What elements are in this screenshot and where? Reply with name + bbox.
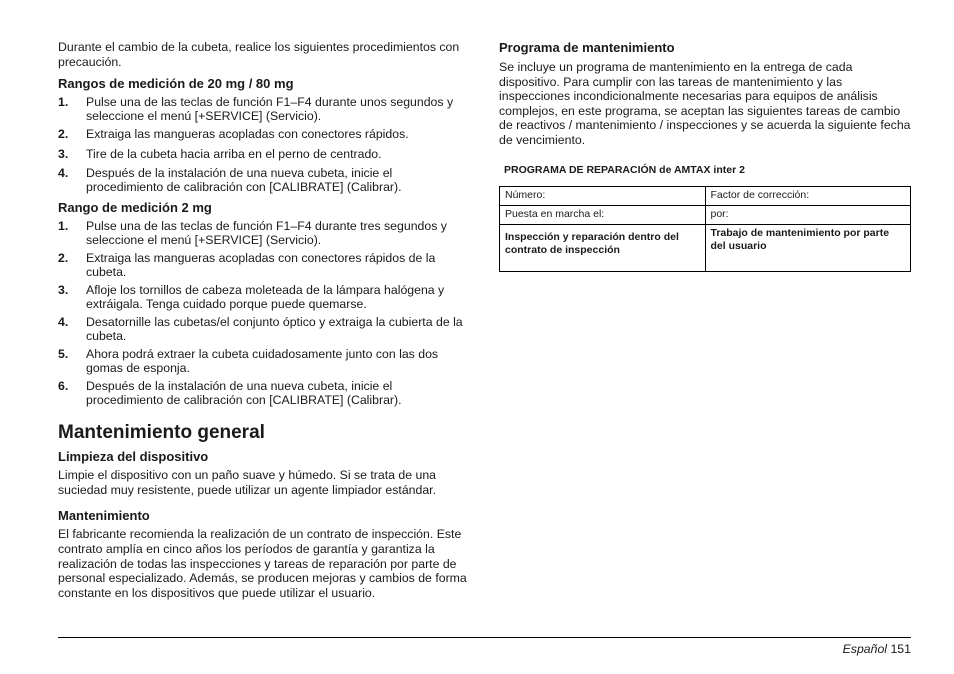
section-heading-range-20-80: Rangos de medición de 20 mg / 80 mg: [58, 76, 294, 92]
right-column: [499, 40, 911, 272]
list-item: 2. Extraiga las mangueras acopladas con conectores rápidos de la cubeta.: [58, 251, 436, 279]
table-row: [500, 186, 911, 205]
list-item: 6. Después de la instalación de una nueva cubeta, inicie el procedimiento de calibración con [CALIBRATE] (Calibrar).: [58, 379, 402, 407]
table-title: PROGRAMA DE REPARACIÓN de AMTAX inter 2: [504, 163, 745, 176]
list-item: 3. Afloje los tornillos de cabeza moleteada de la lámpara halógena y extráigala. Tenga cuidado porque puede quemarse.: [58, 283, 445, 311]
table-cell-by: por:: [705, 205, 911, 224]
footer-divider: [58, 637, 911, 638]
table-cell-commissioning: Puesta en marcha el:: [500, 205, 706, 224]
list-item: 2. Extraiga las mangueras acopladas con conectores rápidos.: [58, 127, 409, 142]
footer-language: Español: [842, 642, 888, 656]
list-item: 4. Desatornille las cubetas/el conjunto óptico y extraiga la cubierta de la cubeta.: [58, 315, 463, 343]
page-footer: [843, 642, 911, 656]
table-cell-number: Número:: [500, 186, 706, 205]
cleaning-paragraph: Limpie el dispositivo con un paño suave y húmedo. Si se trata de una suciedad muy resistente, puede utilizar un agente limpiador estándar.: [58, 468, 437, 497]
list-item: 5. Ahora podrá extraer la cubeta cuidadosamente junto con las dos gomas de esponja.: [58, 347, 439, 375]
list-item: 3. Tire de la cubeta hacia arriba en el perno de centrado.: [58, 146, 382, 161]
table-row: [500, 224, 911, 271]
list-item: 1. Pulse una de las teclas de función F1–F4 durante tres segundos y seleccione el menú [+SERVICE] (Servicio).: [58, 219, 447, 247]
list-item: 4. Después de la instalación de una nueva cubeta, inicie el procedimiento de calibración con [CALIBRATE] (Calibrar).: [58, 166, 402, 194]
maintenance-program-paragraph: Se incluye un programa de mantenimiento en la entrega de cada dispositivo. Para cumplir con las tareas de mantenimiento y las inspecciones incondicionalmente necesarias para equipos de análisis complejos, en este programa, se aceptan las siguientes tareas de cambio de reactivos / mantenimiento / inspecciones y se acuerda la siguiente fecha de vencimiento.: [499, 60, 911, 147]
section-heading-cleaning: Limpieza del dispositivo: [58, 449, 209, 465]
maintenance-paragraph: El fabricante recomienda la realización de un contrato de inspección. Este contrato amplía en cinco años los períodos de garantía y garantiza la realización de todas las inspecciones y tareas de reparación por parte de personal especializado. Además, se producen mejoras y cambios de forma constante en los dispositivos que puede utilizar el usuario.: [58, 527, 467, 600]
steps-list-range-20-80: [58, 96, 468, 194]
left-column: [58, 40, 468, 600]
repair-program-table: [499, 186, 911, 272]
main-heading: Mantenimiento general: [58, 422, 265, 444]
section-heading-range-2: Rango de medición 2 mg: [58, 200, 212, 216]
section-heading-maintenance: Mantenimiento: [58, 508, 150, 524]
table-cell-inspection-contract: Inspección y reparación dentro del contrato de inspección: [500, 224, 706, 271]
table-row: [500, 205, 911, 224]
section-heading-maintenance-program: Programa de mantenimiento: [499, 40, 675, 55]
page-number: 151: [890, 642, 911, 656]
list-item: 1. Pulse una de las teclas de función F1–F4 durante unos segundos y seleccione el menú [+SERVICE] (Servicio).: [58, 95, 454, 123]
steps-list-range-2: [58, 220, 468, 407]
intro-paragraph: Durante el cambio de la cubeta, realice los siguientes procedimientos con precaución.: [58, 40, 460, 69]
table-cell-correction-factor: Factor de corrección:: [705, 186, 911, 205]
table-cell-user-maintenance: Trabajo de mantenimiento por parte del usuario: [705, 224, 911, 271]
